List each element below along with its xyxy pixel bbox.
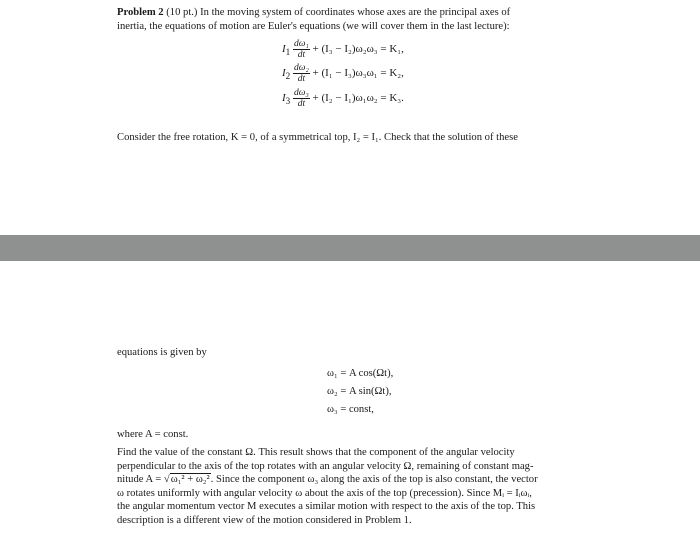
solution-omega-1: ω₁ = A cos(Ωt), xyxy=(327,368,394,379)
consider-text: Consider the free rotation, K = 0, of a symmetrical top, I₂ = I₁. Check that the solution of these xyxy=(117,132,518,143)
euler-equation-2: $I_2$ $\frac{\text{dω₂}}{dt}$ + (I₁ − I₃)ω₃ω₁ = K₂, xyxy=(282,63,404,84)
page-separator xyxy=(0,235,700,261)
intro-line-1: In the moving system of coordinates whose axes are the principal axes of xyxy=(200,7,511,18)
problem-page-top xyxy=(0,0,700,235)
solution-omega-3: ω₃ = const, xyxy=(327,404,374,415)
given-by-text: equations is given by xyxy=(117,347,207,358)
euler-equation-1: $I_1$ $\frac{\text{dω₁}}{dt}$ + (I₃ − I₂)ω₂ω₃ = K₁, xyxy=(282,39,404,60)
solution-omega-2: ω₂ = A sin(Ωt), xyxy=(327,386,392,397)
euler-equation-3: $I_3$ $\frac{\text{dω₃}}{dt}$ + (I₂ − I₁)ω₁ω₂ = K₃. xyxy=(282,88,404,109)
problem-heading: Problem 2 xyxy=(117,7,164,18)
problem-page-bottom xyxy=(0,261,700,546)
where-text: where A = const. xyxy=(117,429,189,440)
intro-line-2: inertia, the equations of motion are Euler's equations (we will cover them in the last lecture): xyxy=(117,20,510,32)
problem-intro xyxy=(117,6,587,33)
find-paragraph: Find the value of the constant Ω. This result shows that the component of the angular velocity perpendicular to the axis of the top rotates with an angular velocity Ω, remaining of constant mag- nitude A = √ω₁² + ω₂². Since the component ω₃ along the axis of the top is also constant, the vector ω rotates uniformly with angular velocity ω about the axis of the top (precession). Since Mᵢ = Iᵢωᵢ, the angular momentum vector M executes a similar motion with respect to the axis of the top. This description is a different view of the motion considered in Problem 1. xyxy=(117,447,538,526)
problem-points: (10 pt.) xyxy=(166,7,198,18)
